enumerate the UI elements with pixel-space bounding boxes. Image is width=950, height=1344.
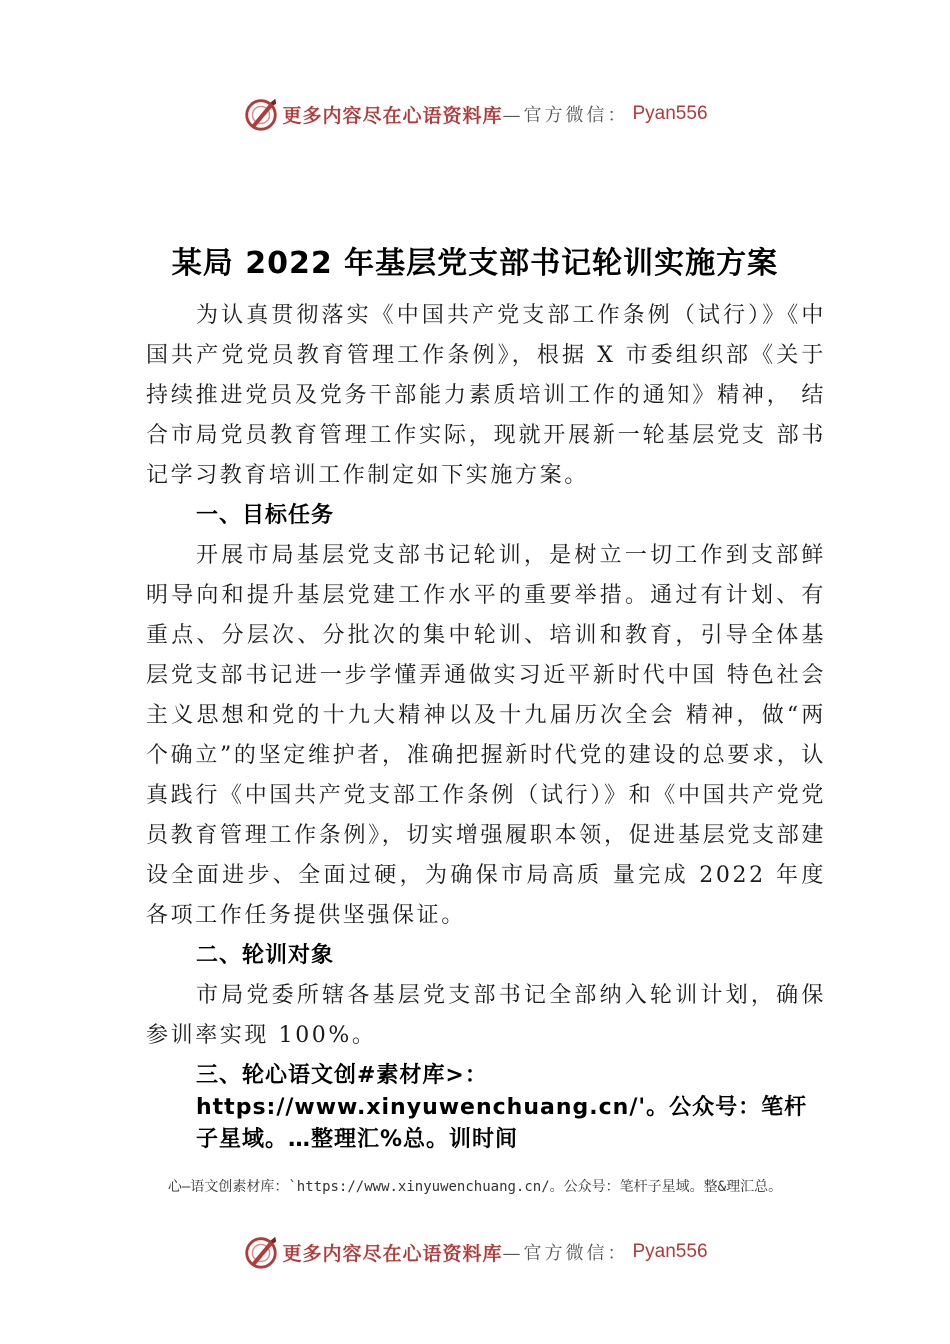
pen-logo-icon — [242, 1233, 280, 1271]
footer-banner — [0, 1230, 950, 1274]
header-banner — [0, 92, 950, 136]
banner-official-text: —官方微信： — [502, 105, 629, 126]
section-2-paragraph: 市局党委所辖各基层党支部书记全部纳入轮训计划，确保参训率实现 100%。 — [146, 983, 826, 1048]
banner-wechat-id: Pyan556 — [632, 103, 708, 124]
pen-logo-icon — [242, 95, 280, 133]
banner-wechat-id: Pyan556 — [632, 1241, 708, 1262]
document-body — [146, 296, 826, 1156]
banner-official-text: —官方微信： — [502, 1243, 629, 1264]
section-3-heading: 三、轮心语文创#素材库>：https://www.xinyuwenchuang.cn/'。公众号：笔杆子星域。…整理汇%总。训时间 — [196, 1063, 808, 1152]
section-1-paragraph: 开展市局基层党支部书记轮训，是树立一切工作到支部鲜明导向和提升基层党建工作水平的重要举措。通过有计划、有重点、分层次、分批次的集中轮训、培训和教育，引导全体基层党支部书记进一步学懂弄通做实习近平新时代中国 特色社会主义思想和党的十九大精神以及十九届历次全会 精神，做“两个确立”的坚定维护者，准确把握新时代党的建设的总要求，认真践行《中国共产党支部工作条例（试行）》和《中国共产党党员教育管理工作条例》，切实增强履职本领，促进基层党支部建设全面进步、全面过硬，为确保市局高质 量完成 2022 年度各项工作任务提供坚强保证。 — [146, 543, 826, 928]
banner-brand-text: 更多内容尽在心语资料库 — [282, 1242, 503, 1265]
intro-paragraph: 为认真贯彻落实《中国共产党支部工作条例（试行）》《中国共产党党员教育管理工作条例》，根据 X 市委组织部《关于持续推进党员及党务干部能力素质培训工作的通知》精神， 结合市局党员教育管理工作实际，现就开展新一轮基层党支 部书记学习教育培训工作制定如下实施方案。 — [146, 303, 826, 488]
section-2-heading: 二、轮训对象 — [196, 943, 335, 968]
footer-watermark-text: 心—语文创素材库：`https://www.xinyuwenchuang.cn/。公众号：笔杆子星域。整&理汇总。 — [167, 1179, 783, 1195]
section-1-heading: 一、目标任务 — [196, 503, 335, 528]
banner-brand-text: 更多内容尽在心语资料库 — [282, 104, 503, 127]
document-title: 某局 2022 年基层党支部书记轮训实施方案 — [171, 246, 779, 282]
